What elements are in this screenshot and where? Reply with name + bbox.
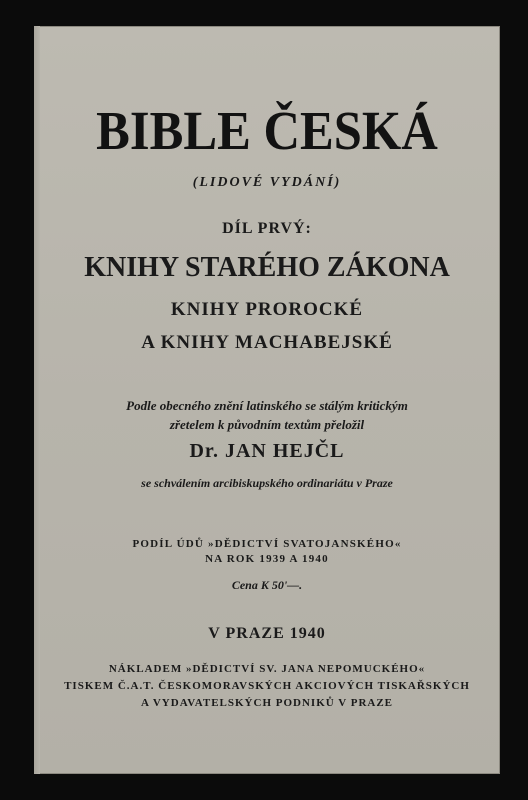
cover-subtitle: (LIDOVÉ VYDÁNÍ) <box>192 175 342 190</box>
place-year: V PRAZE 1940 <box>208 625 326 642</box>
price-label: Cena K 50'—. <box>231 578 303 592</box>
cover-content <box>34 26 500 774</box>
description-line-2: zřetelem k původním textům přeložil <box>169 417 365 432</box>
share-line-1: PODÍL ÚDŮ »DĚDICTVÍ SVATOJANSKÉHO« <box>132 538 402 550</box>
approval-note: se schválením arcibiskupského ordinariátu v Praze <box>141 476 393 490</box>
part-label: DÍL PRVÝ: <box>222 220 312 237</box>
volume-subheading-2: A KNIHY MACHABEJSKÉ <box>141 332 393 353</box>
cover-title: BIBLE ČESKÁ <box>96 100 438 161</box>
publisher-line-1: NÁKLADEM »DĚDICTVÍ SV. JANA NEPOMUCKÉHO« <box>108 663 426 675</box>
publisher-line-3: A VYDAVATELSKÝCH PODNIKŮ V PRAZE <box>140 697 394 709</box>
share-line-2: NA ROK 1939 A 1940 <box>205 553 329 565</box>
description-line-1: Podle obecného znění latinského se stálým kritickým <box>126 398 408 413</box>
publisher-line-2: TISKEM Č.A.T. ČESKOMORAVSKÝCH AKCIOVÝCH TISKAŘSKÝCH <box>64 680 470 692</box>
book-cover <box>34 26 500 774</box>
translator-name: Dr. JAN HEJČL <box>189 440 345 462</box>
volume-subheading-1: KNIHY PROROCKÉ <box>170 299 364 320</box>
volume-heading: KNIHY STARÉHO ZÁKONA <box>84 252 450 283</box>
